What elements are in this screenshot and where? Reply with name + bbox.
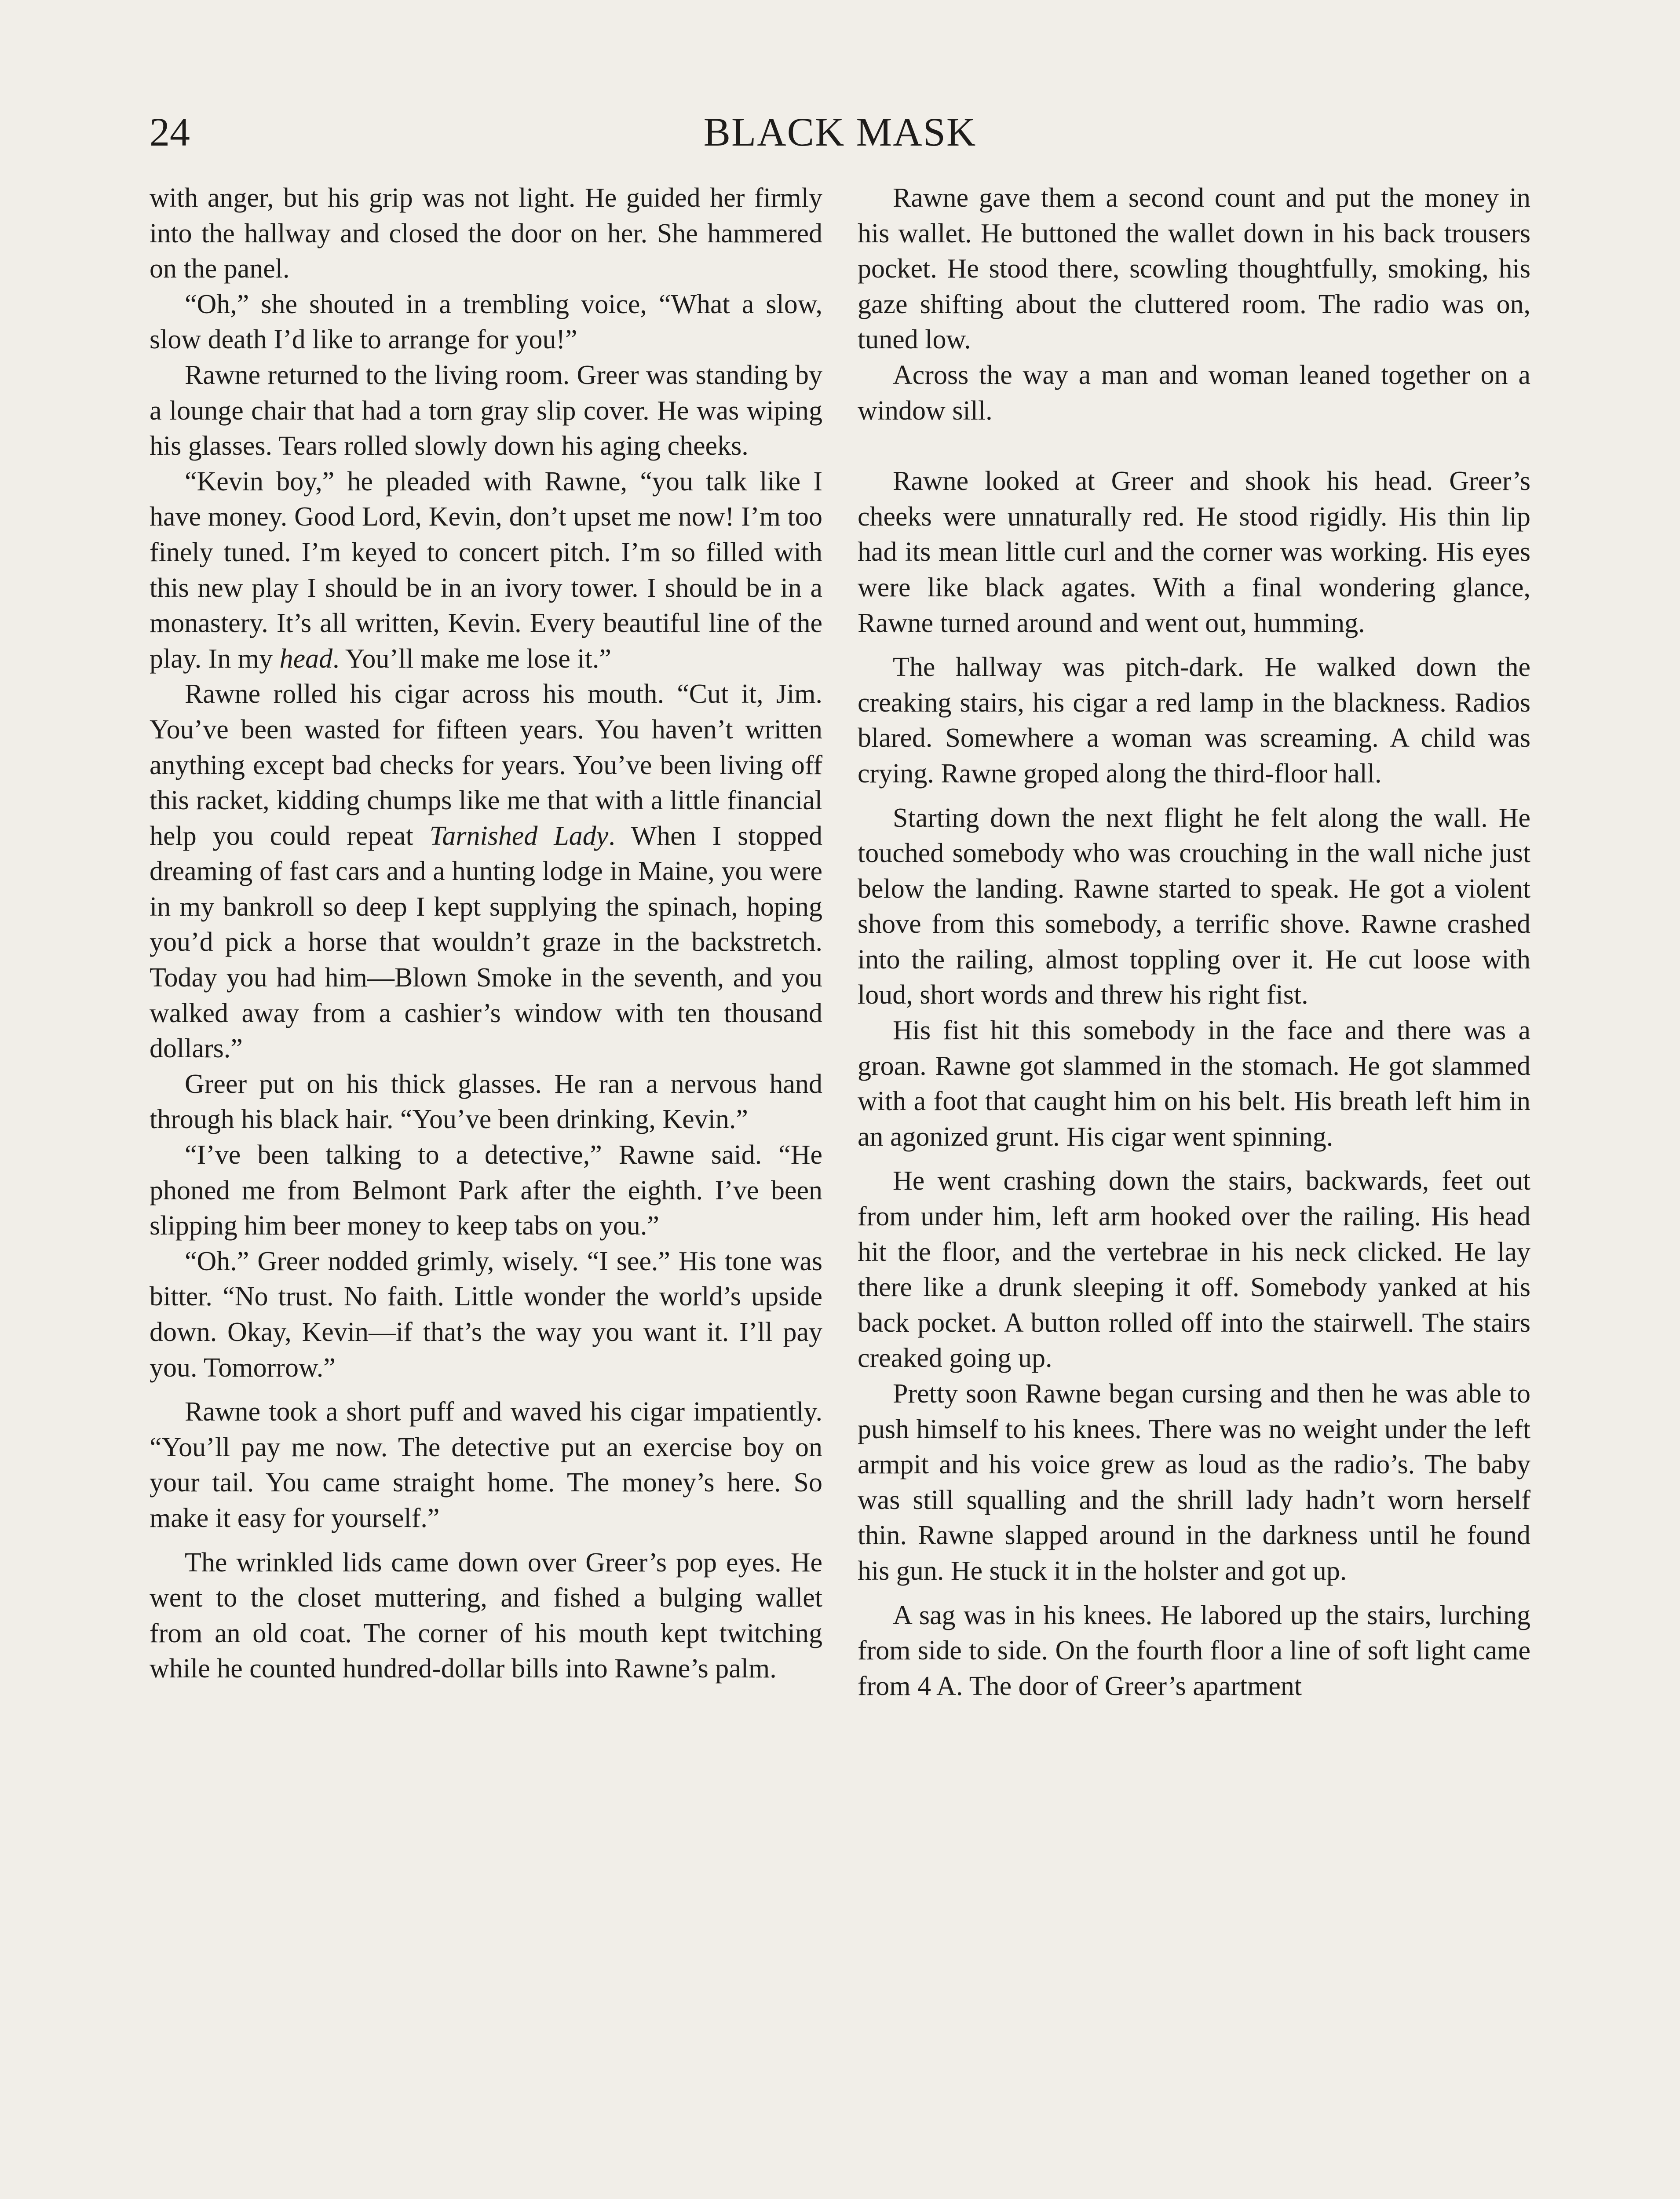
paragraph: “I’ve been talking to a detective,” Rawne said. “He phoned me from Belmont Park after the eighth. I’ve been slipping him beer money to keep tabs on you.” <box>150 1140 822 1241</box>
left-column <box>150 180 822 1687</box>
page-number: 24 <box>150 110 190 154</box>
paragraph-text: . When I stopped dreaming of fast cars and a hunting lodge in Maine, you were in my bankroll so deep I kept supplying the spinach, hoping you’d pick a horse that wouldn’t graze in the backstretch. Today you had him—Blown Smoke in the seventh, and you walked away from a cashier’s window with ten thousand dollars.” <box>150 821 823 1064</box>
running-title: BLACK MASK <box>703 110 977 154</box>
italic-text: head <box>279 643 333 674</box>
paragraph: He went crashing down the stairs, backwards, feet out from under him, left arm hooked over the railing. His head hit the floor, and the vertebrae in his neck clicked. He lay there like a drunk sleeping it off. Somebody yanked at his back pocket. A button rolled off into the stairwell. The stairs creaked going up. <box>858 1166 1530 1373</box>
paragraph-text: “Kevin boy,” he pleaded with Rawne, “you talk like I have money. Good Lord, Kevin, don’t upset me now! I’m too finely tuned. I’m keyed to concert pitch. I’m so filled with this new play I should be in an ivory tower. I should be in a monastery. It’s all written, Kevin. Every beautiful line of the play. In my <box>150 466 822 674</box>
paragraph: The wrinkled lids came down over Greer’s pop eyes. He went to the closet muttering, and fished a bulging wallet from an old coat. The corner of his mouth kept twitching while he counted hundred-dollar bills into Rawne’s palm. <box>150 1547 822 1684</box>
paragraph: Pretty soon Rawne began cursing and then he was able to push himself to his knees. There was no weight under the left armpit and his voice grew as loud as the radio’s. The baby was still squalling and the shrill lady hadn’t worn herself thin. Rawne slapped around in the darkness until he found his gun. He stuck it in the holster and got up. <box>858 1379 1530 1586</box>
paragraph: with anger, but his grip was not light. He guided her firmly into the hallway and closed the door on her. She hammered on the panel. <box>150 183 822 284</box>
paragraph: Across the way a man and woman leaned together on a window sill. <box>858 360 1530 426</box>
paragraph-text: Rawne rolled his cigar across his mouth. “Cut it, Jim. You’ve been wasted for fifteen years. You haven’t written anything except bad checks for years. You’ve been living off this racket, kidding chumps like me that with a little financial help you could repeat <box>150 679 822 851</box>
paragraph: Rawne returned to the living room. Greer was standing by a lounge chair that had a torn gray slip cover. He was wiping his glasses. Tears rolled slowly down his aging cheeks. <box>150 360 822 461</box>
paragraph <box>150 464 822 677</box>
right-column <box>858 180 1530 1704</box>
paragraph <box>150 676 822 1067</box>
italic-text: Tarnished Lady <box>429 821 609 851</box>
paragraph: The hallway was pitch-dark. He walked down the creaking stairs, his cigar a red lamp in the blackness. Radios blared. Somewhere a woman was screaming. A child was crying. Rawne groped along the third-floor hall. <box>858 652 1530 789</box>
paragraph: Rawne gave them a second count and put the money in his wallet. He buttoned the wallet down in his back trousers pocket. He stood there, scowling thoughtfully, smoking, his gaze shifting about the cluttered room. The radio was on, tuned low. <box>858 183 1530 355</box>
paragraph: His fist hit this somebody in the face and there was a groan. Rawne got slammed in the stomach. He got slammed with a foot that caught him on his belt. His breath left him in an agonized grunt. His cigar went spinning. <box>858 1015 1530 1152</box>
paragraph-text: . You’ll make me lose it.” <box>332 643 611 674</box>
page-header <box>150 106 1530 158</box>
paragraph: Rawne took a short puff and waved his cigar impatiently. “You’ll pay me now. The detective put an exercise boy on your tail. You came straight home. The money’s here. So make it easy for yourself.” <box>150 1397 822 1533</box>
paragraph: Rawne looked at Greer and shook his head. Greer’s cheeks were unnaturally red. He stood rigidly. His thin lip had its mean little curl and the corner was working. His eyes were like black agates. With a final wondering glance, Rawne turned around and went out, humming. <box>858 466 1530 638</box>
paragraph: Greer put on his thick glasses. He ran a nervous hand through his black hair. “You’ve been drinking, Kevin.” <box>150 1069 822 1135</box>
paragraph: “Oh.” Greer nodded grimly, wisely. “I see.” His tone was bitter. “No trust. No faith. Little wonder the world’s upside down. Okay, Kevin—if that’s the way you want it. I’ll pay you. Tomorrow.” <box>150 1246 822 1383</box>
paragraph: Starting down the next flight he felt along the wall. He touched somebody who was crouching in the wall niche just below the landing. Rawne started to speak. He got a violent shove from this somebody, a terrific shove. Rawne crashed into the railing, almost toppling over it. He cut loose with loud, short words and threw his right fist. <box>858 803 1530 1010</box>
paragraph: “Oh,” she shouted in a trembling voice, “What a slow, slow death I’d like to arrange for you!” <box>150 289 822 355</box>
paragraph: A sag was in his knees. He labored up the stairs, lurching from side to side. On the fourth floor a line of soft light came from 4 A. The door of Greer’s apartment <box>858 1600 1530 1701</box>
